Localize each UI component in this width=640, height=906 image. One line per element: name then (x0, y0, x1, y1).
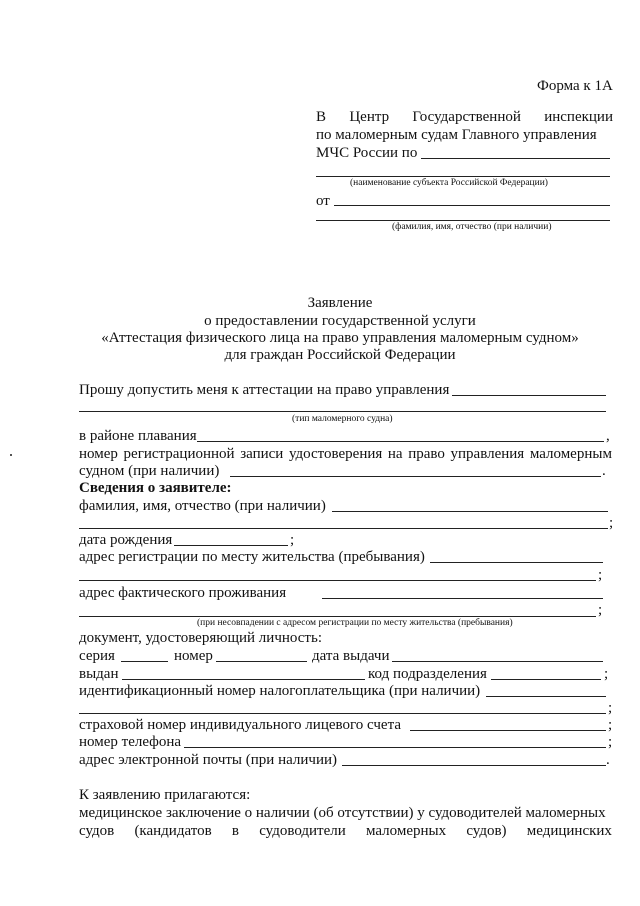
scan-artifact (10, 454, 12, 456)
attachments-heading: К заявлению прилагаются: (79, 787, 251, 803)
attachment-word: маломерных (365, 823, 447, 839)
snils-field[interactable] (410, 730, 606, 731)
attachment-word: судоводители (259, 823, 346, 839)
inn-field-2[interactable] (79, 713, 606, 714)
dept-code-label: код подразделения (368, 666, 487, 682)
applicant-heading: Сведения о заявителе: (79, 480, 232, 496)
from-label: от (316, 193, 330, 209)
reg-number-line-2: судном (при наличии) (79, 463, 220, 479)
comma: , (606, 428, 610, 444)
attachment-word: судов (79, 823, 115, 839)
attachment-word: (кандидатов (134, 823, 212, 839)
navigation-area-field[interactable] (197, 441, 604, 442)
number-label: номер (174, 648, 213, 664)
addressee-line-3: МЧС России по (316, 145, 418, 161)
attachment-word: судов) (466, 823, 507, 839)
semicolon: ; (604, 666, 609, 682)
navigation-area-label: в районе плавания (79, 428, 197, 444)
birth-date-label: дата рождения (79, 532, 173, 548)
semicolon: ; (608, 700, 613, 716)
region-field-line-2[interactable] (316, 176, 610, 177)
attachment-word: в (231, 823, 239, 839)
reg-address-field-2[interactable] (79, 580, 596, 581)
phone-label: номер телефона (79, 734, 182, 750)
addressee-line-1 (316, 108, 613, 126)
actual-address-label: адрес фактического проживания (79, 585, 287, 601)
title-line-1: Заявление (307, 295, 373, 311)
series-field[interactable] (121, 661, 168, 662)
title-line-2: о предоставлении государственной услуги (204, 313, 476, 329)
issue-date-label: дата выдачи (312, 648, 390, 664)
hint-vessel-type: (тип маломерного судна) (292, 414, 393, 424)
full-name-field-2[interactable] (79, 528, 608, 529)
hint-actual-address: (при несовпадении с адресом регистрации по месту жительства (пребывания) (197, 618, 513, 628)
applicant-name-line-1[interactable] (334, 205, 610, 206)
semicolon: ; (608, 734, 613, 750)
semicolon: ; (290, 532, 295, 548)
semicolon: ; (598, 602, 603, 618)
actual-address-field-1[interactable] (322, 598, 603, 599)
full-name-label: фамилия, имя, отчество (при наличии) (79, 498, 326, 514)
reg-word: регистрационной (123, 446, 235, 462)
id-document-label: документ, удостоверяющий личность: (79, 630, 322, 646)
reg-word: право (408, 446, 445, 462)
reg-word: номер (79, 446, 118, 462)
reg-address-label: адрес регистрации по месту жительства (пребывания) (79, 549, 425, 565)
title-line-4: для граждан Российской Федерации (224, 347, 456, 363)
snils-label: страховой номер индивидуального лицевого счета (79, 717, 401, 733)
reg-word: записи (240, 446, 284, 462)
reg-number-line-1 (79, 445, 612, 463)
number-field[interactable] (216, 661, 307, 662)
addressee-line-2: по маломерным судам Главного управления (316, 127, 597, 143)
form-code: Форма к 1А (537, 78, 613, 94)
actual-address-field-2[interactable] (79, 616, 596, 617)
birth-date-field[interactable] (174, 545, 288, 546)
inn-label: идентификационный номер налогоплательщика (при наличии) (79, 683, 481, 699)
attachments-line-1: медицинское заключение о наличии (об отсутствии) у судоводителей маломерных (79, 805, 606, 821)
reg-word: управления (450, 446, 525, 462)
region-field-line-1[interactable] (421, 158, 610, 159)
reg-word: маломерным (529, 446, 612, 462)
inn-field-1[interactable] (486, 696, 606, 697)
title-line-3: «Аттестация физического лица на право управления маломерным судном» (101, 330, 579, 346)
phone-field[interactable] (184, 747, 606, 748)
period: . (602, 463, 606, 479)
email-field[interactable] (342, 765, 606, 766)
dept-code-field[interactable] (491, 679, 601, 680)
addressee-word: Государственной (412, 109, 521, 125)
semicolon: ; (608, 717, 613, 733)
hint-name: (фамилия, имя, отчество (при наличии) (392, 222, 552, 232)
addressee-word: Центр (349, 109, 390, 125)
hint-region: (наименование субъекта Российской Федерации) (350, 178, 548, 188)
addressee-word: инспекции (544, 109, 613, 125)
vessel-type-field-1[interactable] (452, 395, 606, 396)
attachment-word: медицинских (526, 823, 612, 839)
reg-number-field[interactable] (230, 476, 601, 477)
semicolon: ; (598, 567, 603, 583)
email-label: адрес электронной почты (при наличии) (79, 752, 337, 768)
reg-address-field-1[interactable] (430, 562, 603, 563)
request-text: Прошу допустить меня к аттестации на право управления (79, 382, 450, 398)
issue-date-field[interactable] (392, 661, 603, 662)
period: . (606, 752, 610, 768)
semicolon: ; (609, 515, 614, 531)
issued-by-label: выдан (79, 666, 119, 682)
vessel-type-field-2[interactable] (79, 411, 606, 412)
issued-by-field[interactable] (122, 679, 365, 680)
series-label: серия (79, 648, 115, 664)
full-name-field-1[interactable] (332, 511, 608, 512)
attachments-line-2 (79, 822, 612, 840)
applicant-name-line-2[interactable] (316, 220, 610, 221)
addressee-word: В (316, 109, 327, 125)
reg-word: на (387, 446, 403, 462)
reg-word: удостоверения (288, 446, 383, 462)
